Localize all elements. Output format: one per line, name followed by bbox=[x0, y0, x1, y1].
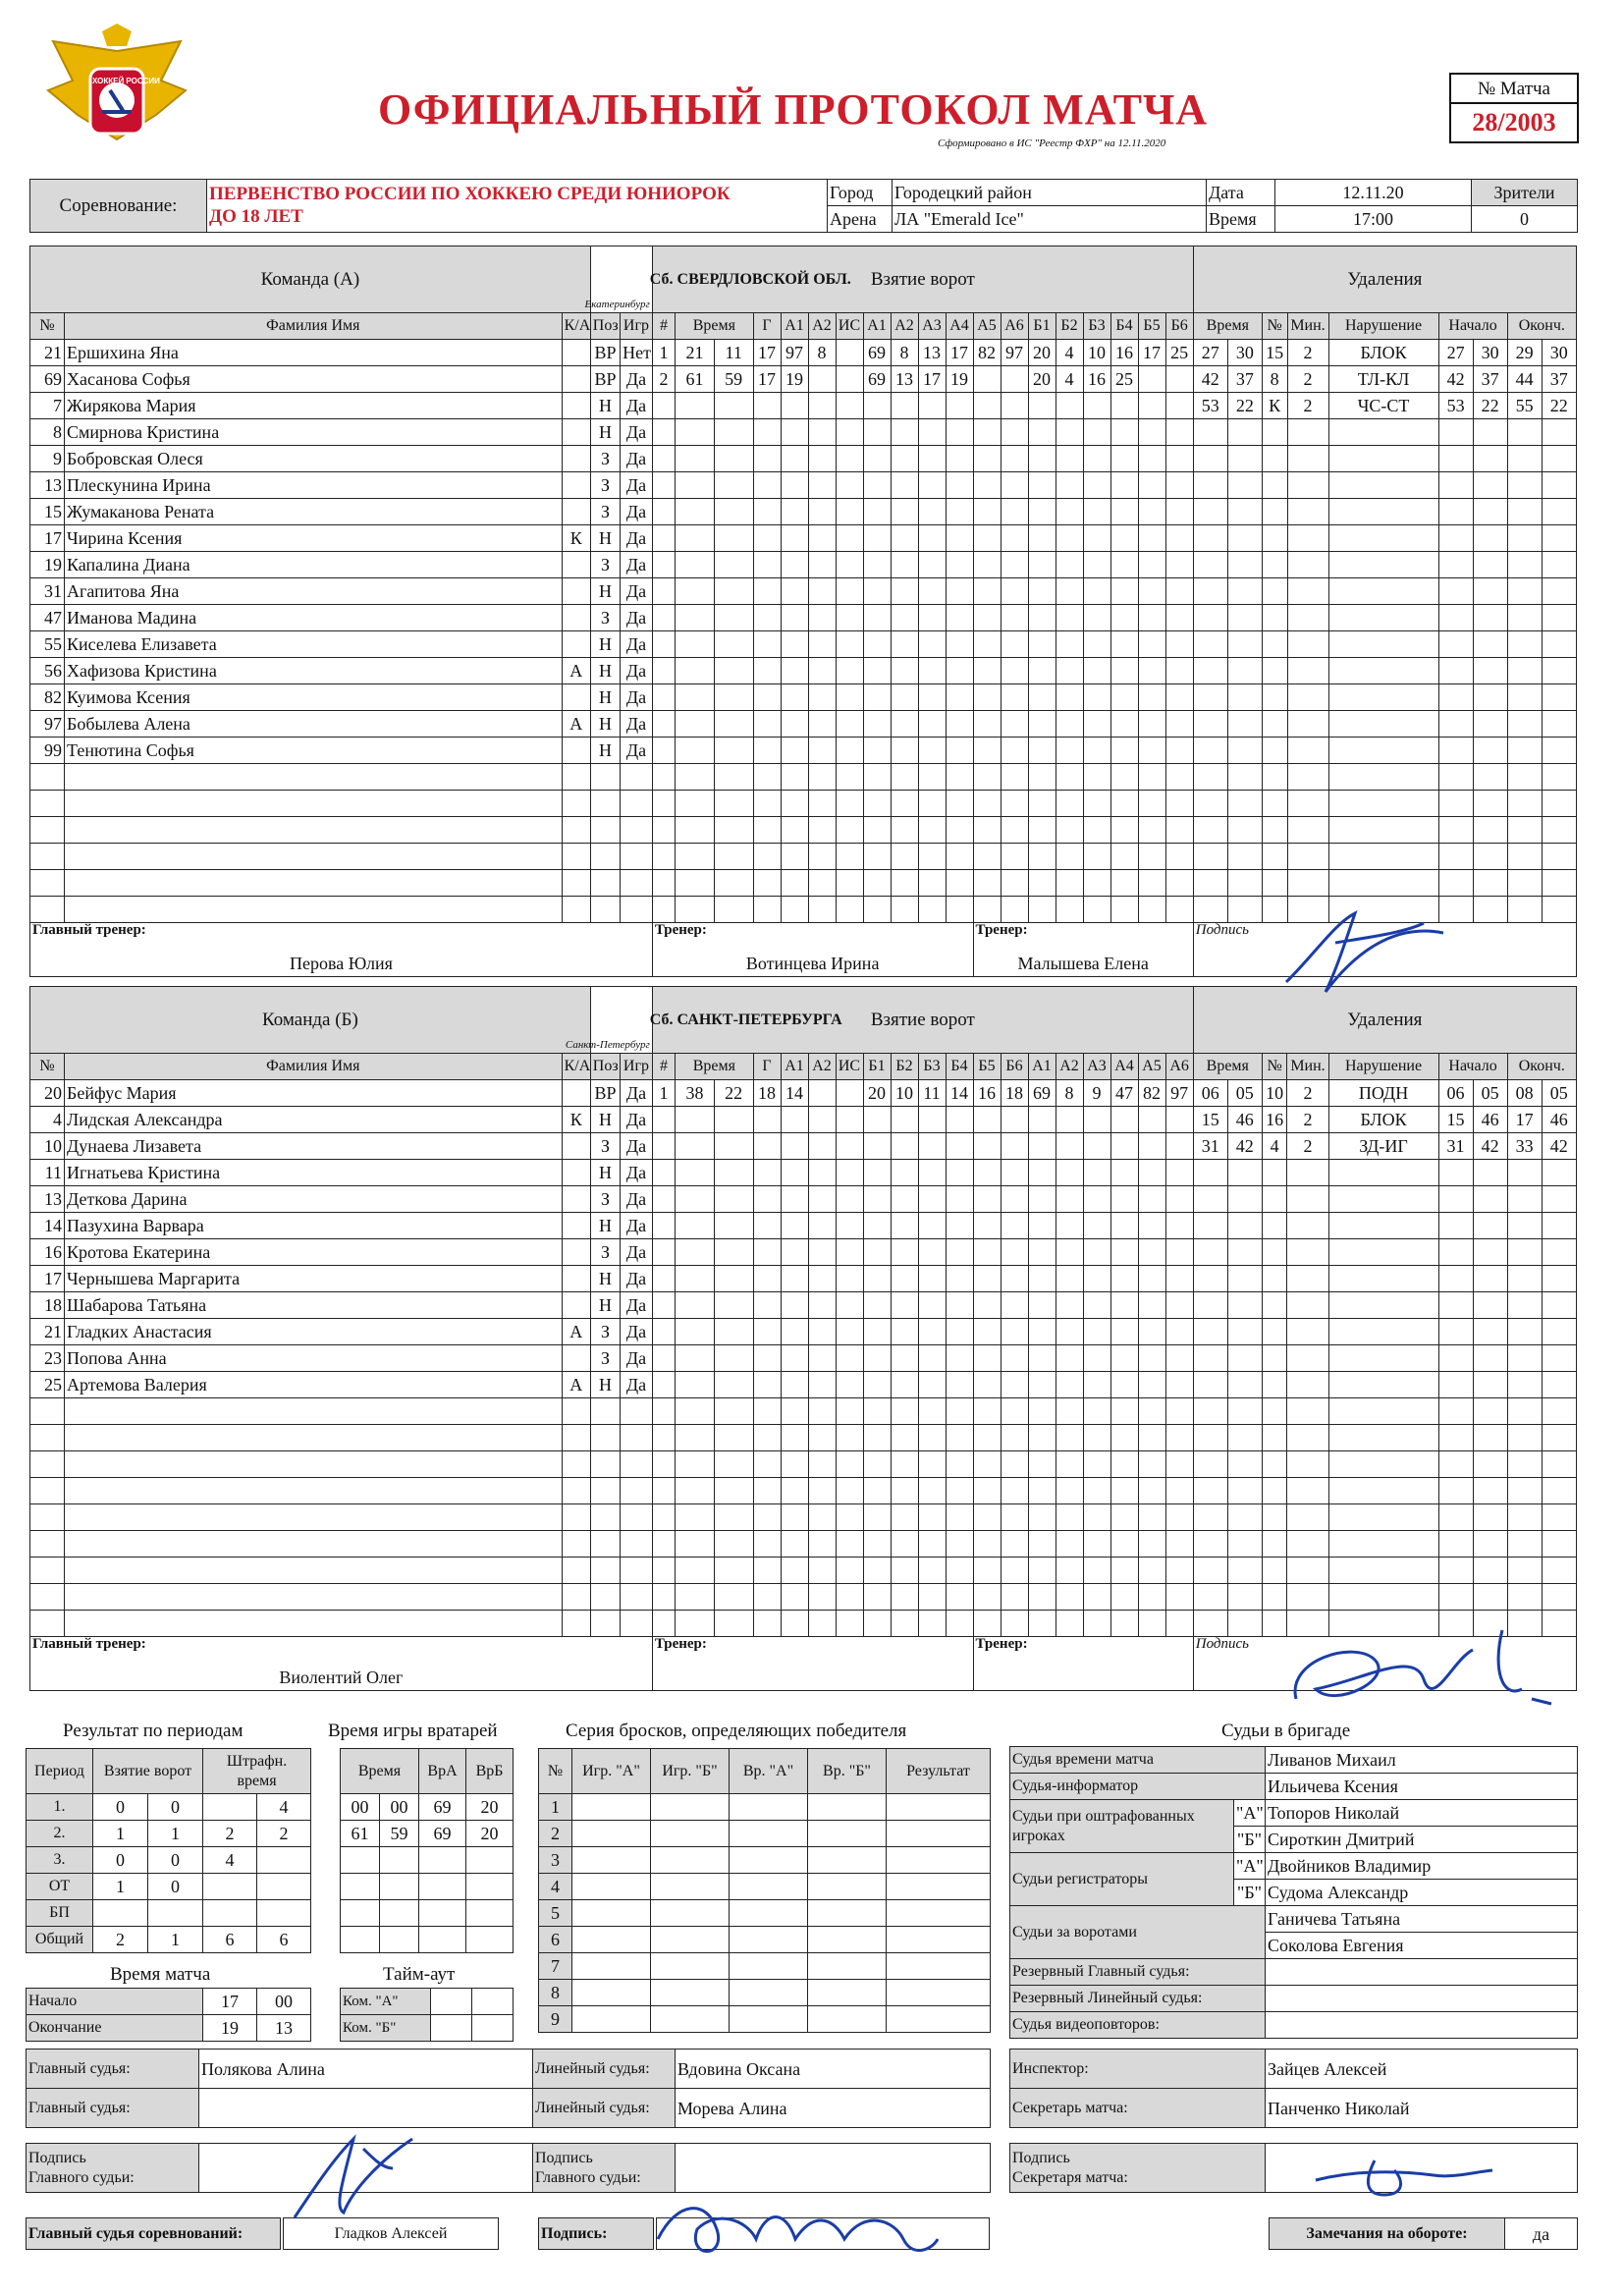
team_a-row: 17 Чирина Ксения К Н Да bbox=[30, 525, 1577, 552]
inspector-table: Инспектор: Зайцев Алексей Секретарь матча: Панченко Николай bbox=[1009, 2049, 1578, 2128]
team_a-row: 9 Бобровская Олеся З Да bbox=[30, 446, 1577, 472]
team_a-roster-table: Команда (А) Сб. СВЕРДЛОВСКОЙ ОБЛ. Екатеринбург Взятие ворот Удаления № Фамилия Имя К/А Поз Игр # Время Г А1 А2 ИС А1 А2 А3 А4 А5 А6 Б1 Б2 Б3 Б4 Б5 Б6 Время № Мин. Нарушение Начало Оконч. 21 Ершихина Яна ВР Нет 1 21 11 17 97 8 69 8 13 17 82 97 20 4 10 16 17 25 27 30 15 2 БЛОК 27 30 29 30 69 Хасанова Софья ВР Да 2 61 59 17 19 69 13 17 19 20 4 16 25 42 37 8 2 ТЛ-КЛ 42 37 44 37 7 Жирякова Мария Н Да 53 22 К 2 ЧС-СТ 53 22 55 22 8 Смирнова Кристина Н Да 9 Бобровская Олеся З Да 13 Плескунина Ирина З Да 15 Жумаканова Рената З Да 17 Чирина Ксения К Н Да 19 Капалина Диана З Да 31 Агапитова Яна Н Да 47 Иманова Мадина З Да 55 Киселева Елизавета Н Да 56 Хафизова Кристина А Н Да 82 Куимова Ксения Н Да 97 Бобылева Алена А Н Да 99 Тенютина Софья Н Да Главный тренер: Тренер: Тренер: Подпись Перова Юлия Вотинцева Ирина Малышева Елена bbox=[29, 246, 1577, 977]
team_b-row bbox=[30, 1558, 1577, 1584]
signature-team-b bbox=[1276, 1620, 1571, 1728]
team_b-row: 13 Деткова Дарина З Да bbox=[30, 1186, 1577, 1213]
team_a-row: 31 Агапитова Яна Н Да bbox=[30, 578, 1577, 605]
team_b-row bbox=[30, 1531, 1577, 1558]
results-row: 1. 0 0 4 bbox=[27, 1794, 311, 1821]
team_b-row bbox=[30, 1478, 1577, 1504]
team_b-row: 14 Пазухина Варвара Н Да bbox=[30, 1213, 1577, 1239]
shootout-row: 1 bbox=[539, 1794, 991, 1821]
timeout-title: Тайм-аут bbox=[383, 1964, 456, 1985]
team_a-row: 99 Тенютина Софья Н Да bbox=[30, 738, 1577, 764]
signature-team-a bbox=[1276, 894, 1453, 1002]
team_a-row bbox=[30, 870, 1577, 897]
referees-table: Судья времени матча Ливанов Михаил Судья-информатор Ильичева Ксения Судьи при оштрафованных игроках "А" Топоров Николай "Б" Сироткин Дмитрий Судьи регистраторы "А" Двойников Владимир "Б" Судома Александр Судьи за воротами Ганичева Татьяна Соколова Евгения Резервный Главный судья: Резервный Линейный судья: Судья видеоповторов: bbox=[1009, 1746, 1578, 2039]
goalies-title: Время игры вратарей bbox=[328, 1721, 498, 1741]
shootout-row: 5 bbox=[539, 1900, 991, 1927]
team-a-section bbox=[29, 246, 1577, 977]
team_b-row: 16 Кротова Екатерина З Да bbox=[30, 1239, 1577, 1266]
logo: ХОККЕЙ РОССИИ bbox=[33, 22, 200, 169]
team_a-row: 8 Смирнова Кристина Н Да bbox=[30, 419, 1577, 446]
team_a-row bbox=[30, 764, 1577, 791]
team_a-row: 55 Киселева Елизавета Н Да bbox=[30, 631, 1577, 658]
match-time-table: Начало 17 00 Окончание 19 13 bbox=[26, 1988, 311, 2042]
team_a-row: 13 Плескунина Ирина З Да bbox=[30, 472, 1577, 499]
results-row: Общий 2 1 6 6 bbox=[27, 1927, 311, 1953]
team_b-roster-table: Команда (Б) Сб. САНКТ-ПЕТЕРБУРГА Санкт-Петербург Взятие ворот Удаления № Фамилия Имя К/А Поз Игр # Время Г А1 А2 ИС Б1 Б2 Б3 Б4 Б5 Б6 А1 А2 А3 А4 А5 А6 Время № Мин. Нарушение Начало Оконч. 20 Бейфус Мария ВР Да 1 38 22 18 14 20 10 11 14 16 18 69 8 9 47 82 97 06 05 10 2 ПОДН 06 05 08 05 4 Лидская Александра К Н Да 15 46 16 2 БЛОК 15 46 17 46 10 Дунаева Лизавета З Да 31 42 4 2 ЗД-ИГ 31 42 33 42 11 Игнатьева Кристина Н Да 13 Деткова Дарина З Да 14 Пазухина Варвара Н Да 16 Кротова Екатерина З Да 17 Чернышева Маргарита Н Да 18 Шабарова Татьяна Н Да 21 Гладких Анастасия А З Да 23 Попова Анна З Да 25 Артемова Валерия А Н Да Главный тренер: Тренер: Тренер: Подпись Виолентий Олег bbox=[29, 986, 1577, 1691]
team_b-row: 4 Лидская Александра К Н Да 15 46 16 2 БЛОК 15 46 17 46 bbox=[30, 1107, 1577, 1133]
team_b-row bbox=[30, 1425, 1577, 1451]
team_b-row: 23 Попова Анна З Да bbox=[30, 1345, 1577, 1372]
shootout-row: 7 bbox=[539, 1953, 991, 1980]
team_a-row bbox=[30, 791, 1577, 817]
signature-main-referee bbox=[275, 2119, 432, 2227]
goalies-table: Время ВрА ВрБ 00 00 69 20 61 59 69 20 bbox=[340, 1748, 514, 1953]
team_a-row: 21 Ершихина Яна ВР Нет 1 21 11 17 97 8 69 8 13 17 82 97 20 4 10 16 17 25 27 30 15 2 БЛОК 27 30 29 30 bbox=[30, 340, 1577, 366]
page-title: ОФИЦИАЛЬНЫЙ ПРОТОКОЛ МАТЧА bbox=[378, 85, 1209, 134]
shootout-row: 9 bbox=[539, 2006, 991, 2033]
team_a-row: 97 Бобылева Алена А Н Да bbox=[30, 711, 1577, 738]
signatures-table: Подпись Главного судьи: Подпись Главного судьи: bbox=[26, 2143, 991, 2193]
team_b-row: 17 Чернышева Маргарита Н Да bbox=[30, 1266, 1577, 1292]
team_a-row bbox=[30, 844, 1577, 870]
team_b-row: 11 Игнатьева Кристина Н Да bbox=[30, 1160, 1577, 1186]
team_b-row: 10 Дунаева Лизавета З Да 31 42 4 2 ЗД-ИГ 31 42 33 42 bbox=[30, 1133, 1577, 1160]
team_a-row: 7 Жирякова Мария Н Да 53 22 К 2 ЧС-СТ 53 22 55 22 bbox=[30, 393, 1577, 419]
results-row: ОТ 1 0 bbox=[27, 1874, 311, 1900]
secretary-signature-table: Подпись Секретаря матча: bbox=[1009, 2143, 1578, 2193]
results-table: Период Взятие ворот Штрафн. время 1. 0 0 4 2. 1 1 2 2 3. 0 0 4 ОТ 1 0 БП Общий 2 1 6 6 bbox=[26, 1748, 311, 1953]
eagle-logo-icon bbox=[33, 22, 200, 169]
results-title: Результат по периодам bbox=[63, 1721, 244, 1741]
shootout-table: № Игр. "А" Игр. "Б" Вр. "А" Вр. "Б" Результат 1 2 3 4 5 6 7 8 9 bbox=[538, 1748, 991, 2033]
team_b-row bbox=[30, 1584, 1577, 1611]
team_a-row: 82 Куимова Ксения Н Да bbox=[30, 684, 1577, 711]
shootout-row: 2 bbox=[539, 1821, 991, 1847]
match-time-title: Время матча bbox=[110, 1964, 211, 1985]
signature-chief-referee bbox=[648, 2180, 943, 2269]
match-number-box: № Матча 28/2003 bbox=[1449, 73, 1579, 143]
shootout-row: 8 bbox=[539, 1980, 991, 2006]
page-subtitle: Сформировано в ИС "Реестр ФХР" на 12.11.2020 bbox=[938, 137, 1166, 149]
team_a-row: 19 Капалина Диана З Да bbox=[30, 552, 1577, 578]
goalie-row: 00 00 69 20 bbox=[341, 1794, 514, 1821]
team_a-row: 69 Хасанова Софья ВР Да 2 61 59 17 19 69 13 17 19 20 4 16 25 42 37 8 2 ТЛ-КЛ 42 37 44 37 bbox=[30, 366, 1577, 393]
results-row: БП bbox=[27, 1900, 311, 1927]
team_b-row: 21 Гладких Анастасия А З Да bbox=[30, 1319, 1577, 1345]
referees-title: Судьи в бригаде bbox=[1221, 1721, 1351, 1741]
chief-referee-table: Главный судья соревнований: bbox=[26, 2217, 281, 2250]
team_b-row bbox=[30, 1451, 1577, 1478]
shootout-title: Серия бросков, определяющих победителя bbox=[566, 1721, 907, 1741]
match-info: Соревнование: ПЕРВЕНСТВО РОССИИ ПО ХОККЕЮ СРЕДИ ЮНИОРОК ДО 18 ЛЕТ Город Городецкий район Дата 12.11.20 Зрители Арена ЛА "Emerald Ice" Время 17:00 0 bbox=[29, 179, 1578, 233]
team_b-row bbox=[30, 1504, 1577, 1531]
team-b-section bbox=[29, 986, 1577, 1691]
team_a-row bbox=[30, 817, 1577, 844]
team_b-row bbox=[30, 1398, 1577, 1425]
results-row: 3. 0 0 4 bbox=[27, 1847, 311, 1874]
shootout-row: 3 bbox=[539, 1847, 991, 1874]
team_b-row: 25 Артемова Валерия А Н Да bbox=[30, 1372, 1577, 1398]
shootout-row: 6 bbox=[539, 1927, 991, 1953]
goalie-row: 61 59 69 20 bbox=[341, 1821, 514, 1847]
team_b-row: 20 Бейфус Мария ВР Да 1 38 22 18 14 20 10 11 14 16 18 69 8 9 47 82 97 06 05 10 2 ПОДН 06 05 08 05 bbox=[30, 1080, 1577, 1107]
shootout-row: 4 bbox=[539, 1874, 991, 1900]
team_a-row: 56 Хафизова Кристина А Н Да bbox=[30, 658, 1577, 684]
signature-secretary bbox=[1296, 2151, 1512, 2210]
main-referees-table: Главный судья: Полякова Алина Линейный судья: Вдовина Оксана Главный судья: Линейный судья: Морева Алина bbox=[26, 2049, 991, 2128]
timeout-table: Ком. "А" Ком. "Б" bbox=[340, 1988, 514, 2042]
results-row: 2. 1 1 2 2 bbox=[27, 1821, 311, 1847]
team_a-row: 47 Иманова Мадина З Да bbox=[30, 605, 1577, 631]
team_a-row: 15 Жумаканова Рената З Да bbox=[30, 499, 1577, 525]
remarks-table: Замечания на обороте: да bbox=[1269, 2217, 1578, 2250]
team_b-row: 18 Шабарова Татьяна Н Да bbox=[30, 1292, 1577, 1319]
